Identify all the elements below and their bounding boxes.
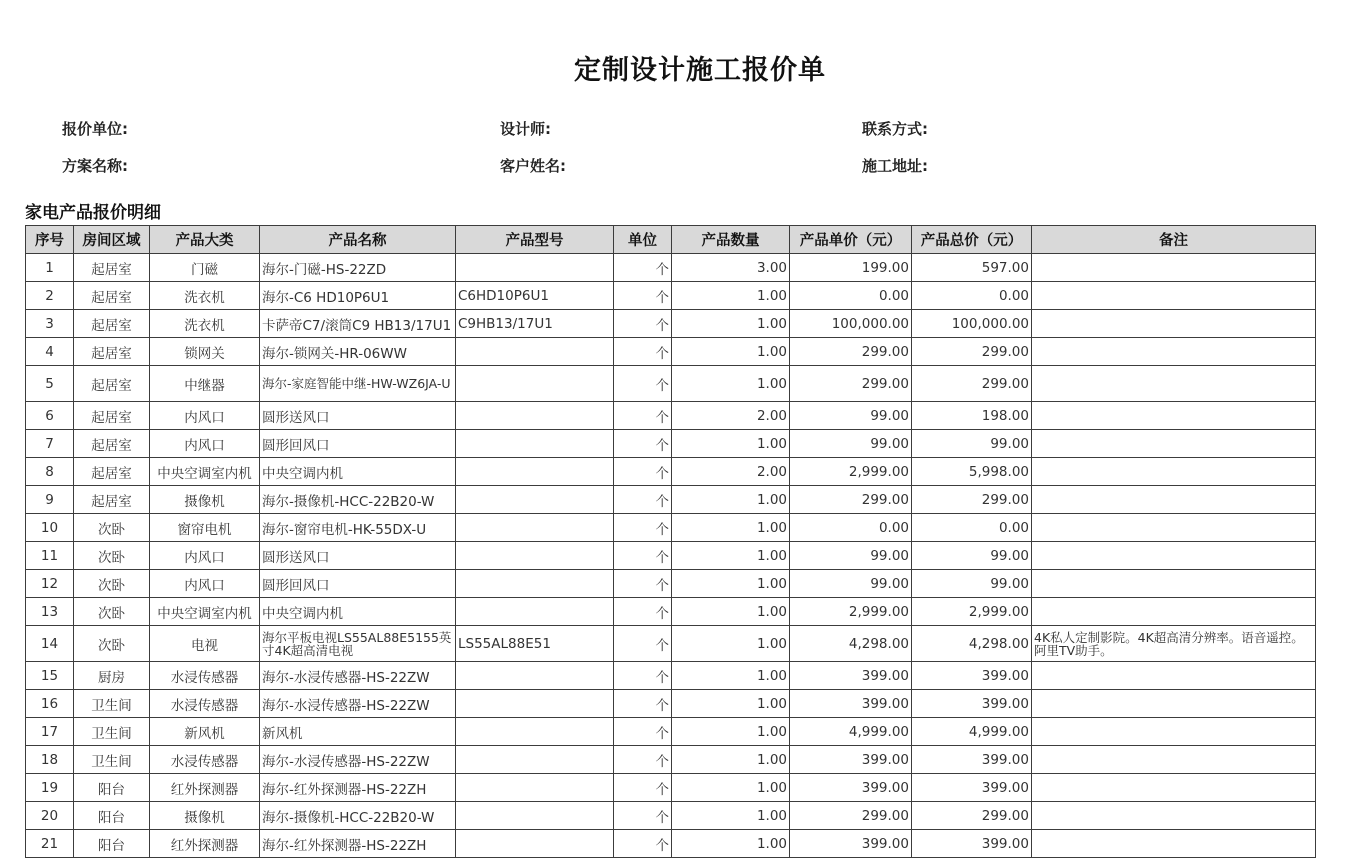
unit-price-cell: 399.00 — [790, 774, 912, 802]
total-price-cell: 2,999.00 — [912, 598, 1032, 626]
total-price-cell: 99.00 — [912, 542, 1032, 570]
category-cell: 中央空调室内机 — [150, 458, 260, 486]
unit-cell: 个 — [614, 514, 672, 542]
note-cell — [1032, 366, 1316, 402]
table-row — [26, 542, 1316, 570]
row-number-cell: 3 — [26, 310, 74, 338]
category-cell: 窗帘电机 — [150, 514, 260, 542]
category-cell: 门磁 — [150, 254, 260, 282]
contact-label: 联系方式: — [862, 120, 928, 138]
category-cell: 内风口 — [150, 402, 260, 430]
total-price-cell: 299.00 — [912, 802, 1032, 830]
room-cell: 起居室 — [74, 486, 150, 514]
quantity-cell: 1.00 — [672, 430, 790, 458]
product-model-cell: C6HD10P6U1 — [456, 282, 614, 310]
note-cell — [1032, 718, 1316, 746]
quantity-cell: 1.00 — [672, 690, 790, 718]
product-name-cell: 圆形回风口 — [260, 430, 456, 458]
table-row — [26, 458, 1316, 486]
unit-price-cell: 399.00 — [790, 690, 912, 718]
unit-price-cell: 100,000.00 — [790, 310, 912, 338]
row-number-cell: 4 — [26, 338, 74, 366]
total-price-cell: 99.00 — [912, 570, 1032, 598]
address-label: 施工地址: — [862, 157, 928, 175]
quantity-cell: 1.00 — [672, 542, 790, 570]
category-cell: 新风机 — [150, 718, 260, 746]
table-row — [26, 690, 1316, 718]
product-model-cell: LS55AL88E51 — [456, 626, 614, 662]
total-price-cell: 597.00 — [912, 254, 1032, 282]
product-name-cell: 海尔-锁网关-HR-06WW — [260, 338, 456, 366]
category-cell: 洗衣机 — [150, 282, 260, 310]
unit-price-cell: 199.00 — [790, 254, 912, 282]
product-model-cell — [456, 802, 614, 830]
column-header: 备注 — [1032, 226, 1316, 254]
unit-price-cell: 99.00 — [790, 542, 912, 570]
table-row — [26, 514, 1316, 542]
unit-cell: 个 — [614, 282, 672, 310]
unit-cell: 个 — [614, 310, 672, 338]
document-title: 定制设计施工报价单 — [574, 55, 826, 86]
quantity-cell: 1.00 — [672, 746, 790, 774]
column-header: 产品单价（元） — [790, 226, 912, 254]
total-price-cell: 0.00 — [912, 514, 1032, 542]
unit-price-cell: 299.00 — [790, 802, 912, 830]
unit-price-cell: 0.00 — [790, 282, 912, 310]
room-cell: 起居室 — [74, 282, 150, 310]
product-model-cell — [456, 458, 614, 486]
room-cell: 次卧 — [74, 570, 150, 598]
table-row — [26, 338, 1316, 366]
unit-price-cell: 0.00 — [790, 514, 912, 542]
product-name-cell: 海尔-红外探测器-HS-22ZH — [260, 774, 456, 802]
room-cell: 起居室 — [74, 366, 150, 402]
unit-price-cell: 399.00 — [790, 746, 912, 774]
category-cell: 水浸传感器 — [150, 690, 260, 718]
product-model-cell: C9HB13/17U1 — [456, 310, 614, 338]
row-number-cell: 19 — [26, 774, 74, 802]
unit-price-cell: 4,999.00 — [790, 718, 912, 746]
unit-price-cell: 99.00 — [790, 430, 912, 458]
quantity-cell: 1.00 — [672, 514, 790, 542]
product-model-cell — [456, 542, 614, 570]
product-model-cell — [456, 430, 614, 458]
quantity-cell: 1.00 — [672, 802, 790, 830]
note-cell — [1032, 338, 1316, 366]
room-cell: 阳台 — [74, 830, 150, 858]
row-number-cell: 10 — [26, 514, 74, 542]
product-name-cell: 海尔-C6 HD10P6U1 — [260, 282, 456, 310]
unit-cell: 个 — [614, 690, 672, 718]
note-cell — [1032, 458, 1316, 486]
room-cell: 次卧 — [74, 626, 150, 662]
product-name-cell: 中央空调内机 — [260, 598, 456, 626]
product-name-cell: 海尔-水浸传感器-HS-22ZW — [260, 662, 456, 690]
total-price-cell: 99.00 — [912, 430, 1032, 458]
product-model-cell — [456, 570, 614, 598]
unit-cell: 个 — [614, 774, 672, 802]
total-price-cell: 299.00 — [912, 366, 1032, 402]
total-price-cell: 399.00 — [912, 746, 1032, 774]
product-name-cell: 卡萨帝C7/滚筒C9 HB13/17U1 — [260, 310, 456, 338]
row-number-cell: 8 — [26, 458, 74, 486]
row-number-cell: 12 — [26, 570, 74, 598]
product-name-cell: 圆形回风口 — [260, 570, 456, 598]
quantity-cell: 1.00 — [672, 310, 790, 338]
column-header: 产品总价（元） — [912, 226, 1032, 254]
category-cell: 红外探测器 — [150, 830, 260, 858]
row-number-cell: 21 — [26, 830, 74, 858]
row-number-cell: 17 — [26, 718, 74, 746]
product-model-cell — [456, 486, 614, 514]
row-number-cell: 15 — [26, 662, 74, 690]
product-model-cell — [456, 254, 614, 282]
room-cell: 卫生间 — [74, 718, 150, 746]
unit-cell: 个 — [614, 458, 672, 486]
room-cell: 起居室 — [74, 402, 150, 430]
table-row — [26, 774, 1316, 802]
unit-cell: 个 — [614, 570, 672, 598]
quantity-cell: 2.00 — [672, 402, 790, 430]
table-row — [26, 662, 1316, 690]
unit-cell: 个 — [614, 662, 672, 690]
table-row — [26, 570, 1316, 598]
product-name-cell: 海尔-红外探测器-HS-22ZH — [260, 830, 456, 858]
category-cell: 电视 — [150, 626, 260, 662]
product-name-cell: 圆形送风口 — [260, 542, 456, 570]
category-cell: 红外探测器 — [150, 774, 260, 802]
product-model-cell — [456, 774, 614, 802]
total-price-cell: 299.00 — [912, 338, 1032, 366]
table-row — [26, 802, 1316, 830]
product-model-cell — [456, 690, 614, 718]
column-header: 产品大类 — [150, 226, 260, 254]
note-cell — [1032, 570, 1316, 598]
room-cell: 阳台 — [74, 774, 150, 802]
product-name-cell: 海尔-摄像机-HCC-22B20-W — [260, 802, 456, 830]
note-cell — [1032, 542, 1316, 570]
unit-price-cell: 2,999.00 — [790, 458, 912, 486]
unit-cell: 个 — [614, 486, 672, 514]
table-header-row — [26, 226, 1316, 254]
section-title: 家电产品报价明细 — [25, 203, 161, 223]
column-header: 产品型号 — [456, 226, 614, 254]
total-price-cell: 399.00 — [912, 830, 1032, 858]
column-header: 单位 — [614, 226, 672, 254]
table-row — [26, 310, 1316, 338]
note-cell: 4K私人定制影院。4K超高清分辨率。语音遥控。阿里TV助手。 — [1032, 626, 1316, 662]
unit-cell: 个 — [614, 802, 672, 830]
room-cell: 阳台 — [74, 802, 150, 830]
row-number-cell: 16 — [26, 690, 74, 718]
category-cell: 摄像机 — [150, 802, 260, 830]
quantity-cell: 1.00 — [672, 570, 790, 598]
product-model-cell — [456, 746, 614, 774]
row-number-cell: 9 — [26, 486, 74, 514]
category-cell: 摄像机 — [150, 486, 260, 514]
row-number-cell: 20 — [26, 802, 74, 830]
row-number-cell: 11 — [26, 542, 74, 570]
table-row — [26, 626, 1316, 662]
unit-price-cell: 4,298.00 — [790, 626, 912, 662]
room-cell: 起居室 — [74, 430, 150, 458]
unit-price-cell: 299.00 — [790, 366, 912, 402]
total-price-cell: 0.00 — [912, 282, 1032, 310]
quantity-cell: 1.00 — [672, 338, 790, 366]
unit-cell: 个 — [614, 746, 672, 774]
quantity-cell: 1.00 — [672, 366, 790, 402]
quantity-cell: 1.00 — [672, 486, 790, 514]
note-cell — [1032, 310, 1316, 338]
note-cell — [1032, 402, 1316, 430]
product-model-cell — [456, 514, 614, 542]
unit-cell: 个 — [614, 718, 672, 746]
row-number-cell: 14 — [26, 626, 74, 662]
quantity-cell: 1.00 — [672, 662, 790, 690]
room-cell: 起居室 — [74, 310, 150, 338]
unit-price-cell: 299.00 — [790, 486, 912, 514]
total-price-cell: 399.00 — [912, 690, 1032, 718]
room-cell: 起居室 — [74, 254, 150, 282]
product-name-cell: 新风机 — [260, 718, 456, 746]
note-cell — [1032, 598, 1316, 626]
row-number-cell: 1 — [26, 254, 74, 282]
row-number-cell: 6 — [26, 402, 74, 430]
category-cell: 内风口 — [150, 542, 260, 570]
quote-unit-label: 报价单位: — [62, 120, 128, 138]
product-model-cell — [456, 598, 614, 626]
note-cell — [1032, 774, 1316, 802]
product-name-cell: 海尔-家庭智能中继-HW-WZ6JA-U — [260, 366, 456, 402]
product-name-cell: 中央空调内机 — [260, 458, 456, 486]
quantity-cell: 1.00 — [672, 598, 790, 626]
note-cell — [1032, 430, 1316, 458]
unit-cell: 个 — [614, 598, 672, 626]
note-cell — [1032, 514, 1316, 542]
product-name-cell: 海尔-摄像机-HCC-22B20-W — [260, 486, 456, 514]
table-row — [26, 254, 1316, 282]
row-number-cell: 13 — [26, 598, 74, 626]
category-cell: 锁网关 — [150, 338, 260, 366]
room-cell: 厨房 — [74, 662, 150, 690]
product-name-cell: 海尔-门磁-HS-22ZD — [260, 254, 456, 282]
total-price-cell: 5,998.00 — [912, 458, 1032, 486]
column-header: 产品数量 — [672, 226, 790, 254]
unit-cell: 个 — [614, 338, 672, 366]
total-price-cell: 4,999.00 — [912, 718, 1032, 746]
product-model-cell — [456, 402, 614, 430]
note-cell — [1032, 746, 1316, 774]
category-cell: 水浸传感器 — [150, 662, 260, 690]
category-cell: 内风口 — [150, 430, 260, 458]
total-price-cell: 399.00 — [912, 774, 1032, 802]
unit-cell: 个 — [614, 430, 672, 458]
unit-price-cell: 2,999.00 — [790, 598, 912, 626]
quantity-cell: 1.00 — [672, 282, 790, 310]
unit-cell: 个 — [614, 402, 672, 430]
unit-price-cell: 99.00 — [790, 402, 912, 430]
table-row — [26, 366, 1316, 402]
total-price-cell: 100,000.00 — [912, 310, 1032, 338]
quantity-cell: 1.00 — [672, 830, 790, 858]
unit-price-cell: 299.00 — [790, 338, 912, 366]
row-number-cell: 2 — [26, 282, 74, 310]
product-model-cell — [456, 662, 614, 690]
quantity-cell: 1.00 — [672, 774, 790, 802]
table-row — [26, 830, 1316, 858]
unit-cell: 个 — [614, 830, 672, 858]
table-row — [26, 430, 1316, 458]
customer-name-label: 客户姓名: — [500, 157, 566, 175]
column-header: 产品名称 — [260, 226, 456, 254]
product-model-cell — [456, 830, 614, 858]
category-cell: 中继器 — [150, 366, 260, 402]
quantity-cell: 1.00 — [672, 718, 790, 746]
row-number-cell: 7 — [26, 430, 74, 458]
quantity-cell: 2.00 — [672, 458, 790, 486]
total-price-cell: 198.00 — [912, 402, 1032, 430]
table-row — [26, 746, 1316, 774]
room-cell: 卫生间 — [74, 690, 150, 718]
note-cell — [1032, 282, 1316, 310]
total-price-cell: 4,298.00 — [912, 626, 1032, 662]
room-cell: 起居室 — [74, 338, 150, 366]
category-cell: 水浸传感器 — [150, 746, 260, 774]
unit-price-cell: 399.00 — [790, 830, 912, 858]
category-cell: 中央空调室内机 — [150, 598, 260, 626]
product-name-cell: 海尔-水浸传感器-HS-22ZW — [260, 690, 456, 718]
table-row — [26, 598, 1316, 626]
product-name-cell: 海尔-水浸传感器-HS-22ZW — [260, 746, 456, 774]
room-cell: 次卧 — [74, 514, 150, 542]
table-row — [26, 486, 1316, 514]
note-cell — [1032, 830, 1316, 858]
column-header: 房间区域 — [74, 226, 150, 254]
product-model-cell — [456, 366, 614, 402]
designer-label: 设计师: — [500, 120, 551, 138]
note-cell — [1032, 690, 1316, 718]
note-cell — [1032, 486, 1316, 514]
category-cell: 内风口 — [150, 570, 260, 598]
product-name-cell: 圆形送风口 — [260, 402, 456, 430]
unit-cell: 个 — [614, 626, 672, 662]
total-price-cell: 399.00 — [912, 662, 1032, 690]
quote-table — [25, 225, 1316, 858]
quantity-cell: 1.00 — [672, 626, 790, 662]
room-cell: 次卧 — [74, 542, 150, 570]
category-cell: 洗衣机 — [150, 310, 260, 338]
room-cell: 次卧 — [74, 598, 150, 626]
quantity-cell: 3.00 — [672, 254, 790, 282]
unit-cell: 个 — [614, 366, 672, 402]
table-row — [26, 282, 1316, 310]
total-price-cell: 299.00 — [912, 486, 1032, 514]
row-number-cell: 5 — [26, 366, 74, 402]
note-cell — [1032, 662, 1316, 690]
note-cell — [1032, 254, 1316, 282]
row-number-cell: 18 — [26, 746, 74, 774]
table-row — [26, 718, 1316, 746]
unit-price-cell: 99.00 — [790, 570, 912, 598]
unit-price-cell: 399.00 — [790, 662, 912, 690]
table-row — [26, 402, 1316, 430]
room-cell: 卫生间 — [74, 746, 150, 774]
product-model-cell — [456, 338, 614, 366]
room-cell: 起居室 — [74, 458, 150, 486]
product-name-cell: 海尔平板电视LS55AL88E5155英寸4K超高清电视 — [260, 626, 456, 662]
product-name-cell: 海尔-窗帘电机-HK-55DX-U — [260, 514, 456, 542]
plan-name-label: 方案名称: — [62, 157, 128, 175]
note-cell — [1032, 802, 1316, 830]
column-header: 序号 — [26, 226, 74, 254]
product-model-cell — [456, 718, 614, 746]
unit-cell: 个 — [614, 254, 672, 282]
unit-cell: 个 — [614, 542, 672, 570]
